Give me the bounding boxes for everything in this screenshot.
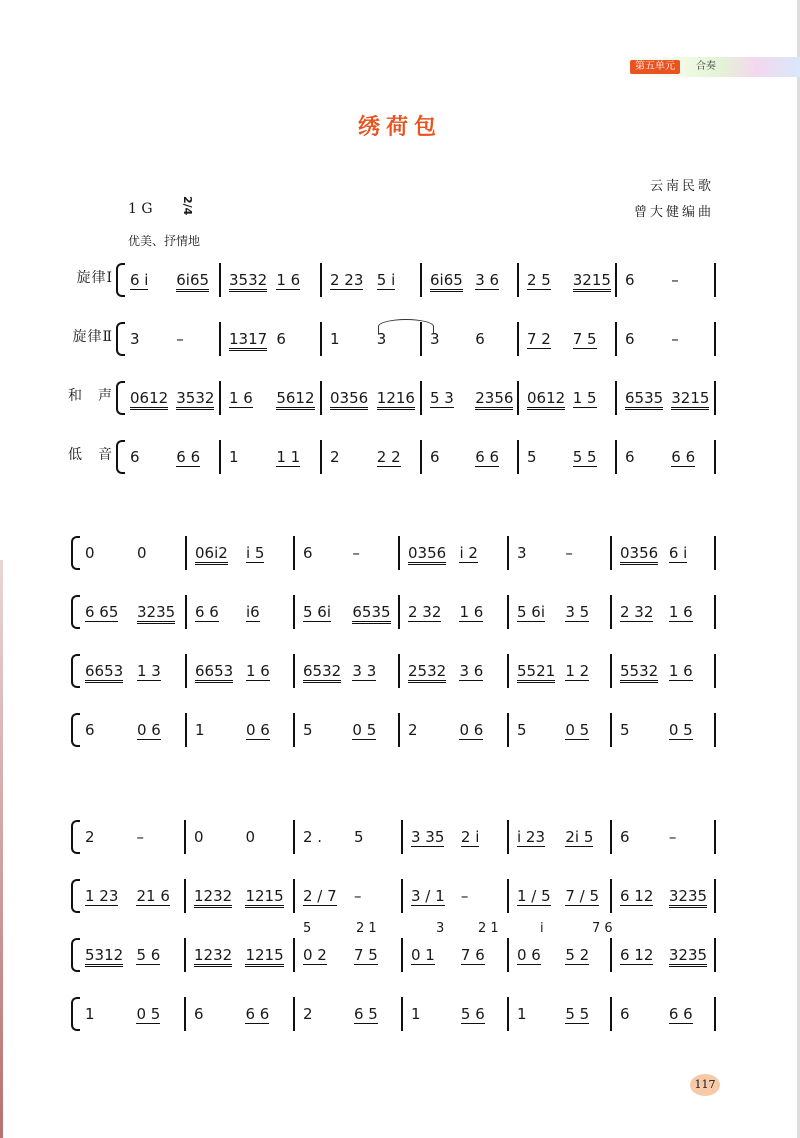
note-group-harmony: 1 6	[229, 389, 253, 407]
note-group-melody-2: 6535	[352, 603, 390, 624]
note-group-melody-1: 3 35	[411, 828, 445, 846]
barline	[401, 938, 403, 972]
note-group-melody-2: 5 6i	[517, 603, 546, 621]
note-group-melody-2: 3235	[669, 887, 707, 908]
note-group-melody-1: 3215	[573, 271, 611, 292]
note-group-harmony: 3 6	[459, 662, 484, 680]
note-group-bass: 1 1	[276, 448, 301, 466]
note-group-harmony: 5 2	[565, 946, 590, 964]
note-group-melody-1: –	[671, 271, 679, 289]
barline	[420, 440, 422, 474]
note-group-melody-1: 6	[625, 271, 635, 289]
barline	[420, 381, 422, 415]
barline	[610, 713, 612, 747]
note-group-bass: 0 6	[137, 721, 161, 739]
staff-brace	[116, 440, 125, 474]
note-group-melody-2: 7 / 5	[565, 887, 600, 905]
note-group-melody-2: 6	[276, 330, 286, 348]
note-group-melody-1: 6 i	[668, 544, 688, 562]
note-group-melody-2: 1 / 5	[517, 887, 551, 905]
barline	[517, 322, 519, 356]
note-group-melody-1: –	[565, 544, 573, 562]
barline	[517, 381, 519, 415]
barline	[398, 595, 400, 629]
note-group-melody-2: 21 6	[136, 887, 170, 905]
barline	[615, 440, 617, 474]
note-group-harmony: 0612	[130, 389, 168, 410]
note-group-melody-1: 2 .	[303, 828, 323, 846]
note-group-bass: 5	[303, 721, 313, 739]
chord-tone: 7 6	[592, 921, 613, 936]
final-barline	[714, 997, 716, 1031]
barline	[293, 713, 295, 747]
note-group-melody-1: 5 i	[376, 271, 396, 289]
note-group-melody-1: i 23	[517, 828, 546, 846]
page-edge-left	[0, 560, 3, 1138]
staff-brace	[71, 938, 80, 972]
note-group-melody-2: 1317	[229, 330, 267, 351]
barline	[320, 440, 322, 474]
barline	[398, 654, 400, 688]
barline	[507, 654, 509, 688]
note-group-bass: 1	[85, 1005, 95, 1023]
note-group-melody-2: 1	[330, 330, 340, 348]
barline	[615, 322, 617, 356]
staff-brace	[116, 322, 125, 356]
note-group-bass: 5	[620, 721, 630, 739]
note-group-bass: 6 5	[353, 1005, 378, 1023]
final-barline	[714, 381, 716, 415]
note-group-bass: 2	[303, 1005, 313, 1023]
note-group-melody-1: 6	[620, 828, 630, 846]
note-group-bass: 5	[527, 448, 537, 466]
note-group-melody-2: 7 2	[527, 330, 551, 348]
note-group-bass: 0 5	[352, 721, 377, 739]
note-group-melody-1: 6i65	[176, 271, 209, 292]
final-barline	[714, 536, 716, 570]
note-group-harmony: 3215	[671, 389, 709, 410]
barline	[219, 440, 221, 474]
barline	[610, 595, 612, 629]
note-group-bass: 1	[411, 1005, 421, 1023]
note-group-melody-1: 06i2	[195, 544, 228, 565]
note-group-melody-1: 1 6	[276, 271, 301, 289]
barline	[185, 654, 187, 688]
note-group-melody-1: 3 6	[475, 271, 500, 289]
note-group-harmony: 5 6	[136, 946, 161, 964]
barline	[293, 595, 295, 629]
note-group-melody-1: 6 i	[130, 271, 149, 289]
staff-brace	[71, 654, 80, 688]
note-group-bass: 1	[517, 1005, 527, 1023]
note-group-harmony: 1215	[245, 946, 283, 967]
note-group-melody-2: 3235	[137, 603, 175, 624]
note-group-melody-2: 1232	[194, 887, 232, 908]
tie-mark	[378, 319, 434, 334]
note-group-melody-1: 0	[137, 544, 147, 562]
final-barline	[714, 322, 716, 356]
note-group-harmony: 6 12	[620, 946, 654, 964]
time-signature	[182, 196, 193, 217]
note-group-melody-2: 2 / 7	[303, 887, 337, 905]
note-group-melody-1: –	[668, 828, 677, 846]
note-group-melody-2: 7 5	[572, 330, 597, 348]
barline	[293, 879, 295, 913]
note-group-melody-2: 2 32	[408, 603, 442, 621]
note-group-harmony: 0 6	[517, 946, 541, 964]
note-group-melody-2: 3	[130, 330, 140, 348]
note-group-harmony: 6532	[303, 662, 341, 683]
note-group-bass: 2	[330, 448, 340, 466]
note-group-melody-1: 0	[194, 828, 204, 846]
note-group-harmony: 0356	[330, 389, 368, 410]
note-group-harmony: 7 6	[460, 946, 485, 964]
note-group-bass: 6	[620, 1005, 630, 1023]
note-group-harmony: 1 6	[245, 662, 270, 680]
barline	[507, 997, 509, 1031]
note-group-harmony: 1232	[194, 946, 232, 967]
note-group-melody-1: 0	[85, 544, 95, 562]
note-group-harmony: 6653	[85, 662, 123, 683]
note-group-harmony: 2532	[408, 662, 446, 683]
barline	[320, 322, 322, 356]
final-barline	[714, 820, 716, 854]
barline	[507, 536, 509, 570]
note-group-harmony: 1 6	[668, 662, 693, 680]
barline	[185, 713, 187, 747]
note-group-bass: 6 6	[176, 448, 201, 466]
note-group-harmony: 1216	[377, 389, 415, 410]
note-group-melody-1: 2 23	[330, 271, 364, 289]
page-number: 117	[690, 1074, 720, 1096]
barline	[184, 938, 186, 972]
barline	[610, 938, 612, 972]
barline	[610, 654, 612, 688]
note-group-bass: 0 5	[136, 1005, 161, 1023]
barline	[219, 263, 221, 297]
staff-brace	[71, 713, 80, 747]
note-group-melody-2: 1 6	[459, 603, 484, 621]
note-group-melody-1: 2	[85, 828, 95, 846]
barline	[507, 938, 509, 972]
note-group-harmony: 7 5	[353, 946, 378, 964]
note-group-melody-2: 2 32	[620, 603, 654, 621]
final-barline	[714, 595, 716, 629]
barline	[507, 820, 509, 854]
note-group-melody-2: 6	[625, 330, 635, 348]
final-barline	[714, 654, 716, 688]
note-group-melody-2: 1215	[245, 887, 283, 908]
note-group-bass: 5	[517, 721, 527, 739]
barline	[420, 263, 422, 297]
barline	[320, 381, 322, 415]
barline	[320, 263, 322, 297]
note-group-melody-1: –	[352, 544, 360, 562]
note-group-bass: 6 6	[671, 448, 696, 466]
barline	[184, 820, 186, 854]
note-group-melody-2: –	[176, 330, 184, 348]
note-group-melody-1: 2 i	[460, 828, 480, 846]
note-group-melody-2: i6	[245, 603, 260, 621]
note-group-bass: 0 6	[245, 721, 270, 739]
chord-tone: 3	[436, 921, 445, 936]
note-group-bass: 0 5	[668, 721, 693, 739]
barline	[401, 997, 403, 1031]
staff-brace	[116, 381, 125, 415]
part-label-melody-2: 旋律Ⅱ	[72, 329, 113, 345]
note-group-harmony: 5 3	[430, 389, 454, 407]
note-group-melody-2: 1 23	[85, 887, 119, 905]
barline	[293, 654, 295, 688]
barline	[401, 820, 403, 854]
part-label-harmony: 和 声	[68, 388, 113, 404]
song-title: 绣荷包	[357, 114, 442, 140]
note-group-melody-1: 6	[303, 544, 313, 562]
note-group-bass: 2 2	[376, 448, 401, 466]
note-group-melody-2: 3 / 1	[411, 887, 445, 905]
note-group-harmony: 2356	[475, 389, 513, 410]
tempo-marking: 优美、抒情地	[128, 234, 201, 248]
note-group-harmony: 3 3	[352, 662, 377, 680]
barline	[507, 879, 509, 913]
note-group-melody-2: 5 6i	[303, 603, 332, 621]
note-group-melody-1: 0356	[620, 544, 658, 565]
note-group-melody-2: 1 6	[668, 603, 693, 621]
note-group-harmony: 0612	[527, 389, 565, 410]
section-tag: 合奏	[696, 61, 716, 72]
note-group-melody-2: –	[353, 887, 362, 905]
barline	[507, 713, 509, 747]
chord-tone: 2 1	[478, 921, 499, 936]
note-group-melody-2: –	[460, 887, 469, 905]
unit-tag: 第五单元	[630, 60, 680, 74]
note-group-harmony: 5312	[85, 946, 123, 967]
note-group-harmony: 1 2	[565, 662, 590, 680]
note-group-harmony: 5532	[620, 662, 658, 683]
chord-tone: i	[540, 921, 544, 936]
barline	[184, 879, 186, 913]
note-group-bass: 0 5	[565, 721, 590, 739]
barline	[293, 938, 295, 972]
note-group-bass: 6	[85, 721, 95, 739]
song-arranger: 曾大健编曲	[633, 205, 714, 220]
barline	[185, 595, 187, 629]
note-group-melody-2: 6 65	[85, 603, 119, 621]
barline	[293, 820, 295, 854]
note-group-melody-2: 6	[475, 330, 485, 348]
note-group-melody-1: 6i65	[430, 271, 463, 292]
note-group-melody-1: 3532	[229, 271, 267, 292]
note-group-melody-2: 3	[376, 330, 387, 348]
staff-brace	[71, 879, 80, 913]
barline	[401, 879, 403, 913]
note-group-harmony: 1 5	[572, 389, 597, 407]
staff-brace	[71, 820, 80, 854]
note-group-bass: 2	[408, 721, 418, 739]
note-group-bass: 6	[130, 448, 140, 466]
barline	[610, 879, 612, 913]
note-group-bass: 5 5	[565, 1005, 590, 1023]
note-group-bass: 6	[625, 448, 635, 466]
note-group-bass: 5 5	[572, 448, 597, 466]
note-group-harmony: 3235	[669, 946, 707, 967]
final-barline	[714, 440, 716, 474]
barline	[507, 595, 509, 629]
barline	[293, 997, 295, 1031]
barline	[615, 381, 617, 415]
note-group-melody-1: 0356	[408, 544, 446, 565]
staff-brace	[116, 263, 125, 297]
barline	[219, 322, 221, 356]
staff-brace	[71, 536, 80, 570]
note-group-bass: 1	[229, 448, 239, 466]
barline	[610, 536, 612, 570]
part-label-bass: 低 音	[68, 447, 113, 463]
note-group-harmony: 3532	[176, 389, 214, 410]
barline	[185, 536, 187, 570]
note-group-melody-2: –	[671, 330, 679, 348]
note-group-melody-1: i 2	[459, 544, 478, 562]
note-group-melody-2: 3 5	[565, 603, 590, 621]
note-group-bass: 6 6	[475, 448, 500, 466]
barline	[517, 263, 519, 297]
note-group-melody-2: 6 6	[195, 603, 219, 621]
final-barline	[714, 263, 716, 297]
barline	[219, 381, 221, 415]
time-signature-text: 2/4	[181, 196, 194, 216]
song-origin: 云南民歌	[649, 179, 714, 194]
note-group-bass: 6	[194, 1005, 204, 1023]
barline	[615, 263, 617, 297]
final-barline	[714, 713, 716, 747]
note-group-melody-2: 6 12	[620, 887, 654, 905]
note-group-melody-1: 0	[245, 828, 256, 846]
note-group-harmony: 6535	[625, 389, 663, 410]
barline	[398, 713, 400, 747]
barline	[610, 820, 612, 854]
note-group-melody-1: 5	[353, 828, 364, 846]
note-group-harmony: 6653	[195, 662, 233, 683]
final-barline	[714, 938, 716, 972]
note-group-melody-1: 2i 5	[565, 828, 594, 846]
note-group-bass: 1	[195, 721, 205, 739]
part-label-melody-1: 旋律Ⅰ	[76, 270, 113, 286]
note-group-bass: 6 6	[668, 1005, 693, 1023]
note-group-bass: 6 6	[245, 1005, 270, 1023]
note-group-harmony: 5521	[517, 662, 555, 683]
barline	[184, 997, 186, 1031]
key-signature: 1 G	[128, 201, 153, 217]
barline	[610, 997, 612, 1031]
note-group-melody-1: –	[136, 828, 144, 846]
note-group-harmony: 5612	[276, 389, 314, 410]
note-group-bass: 5 6	[460, 1005, 485, 1023]
note-group-bass: 6	[430, 448, 440, 466]
chord-tone: 5	[303, 921, 312, 936]
barline	[398, 536, 400, 570]
chord-tone: 2 1	[356, 921, 377, 936]
note-group-harmony: 0 2	[303, 946, 327, 964]
note-group-melody-1: i 5	[245, 544, 265, 562]
note-group-harmony: 0 1	[411, 946, 435, 964]
staff-brace	[71, 595, 80, 629]
barline	[293, 536, 295, 570]
note-group-bass: 0 6	[459, 721, 484, 739]
note-group-melody-1: 3	[517, 544, 527, 562]
note-group-melody-2: 3	[430, 330, 440, 348]
barline	[517, 440, 519, 474]
note-group-melody-1: 2 5	[527, 271, 551, 289]
staff-brace	[71, 997, 80, 1031]
final-barline	[714, 879, 716, 913]
note-group-harmony: 1 3	[137, 662, 161, 680]
